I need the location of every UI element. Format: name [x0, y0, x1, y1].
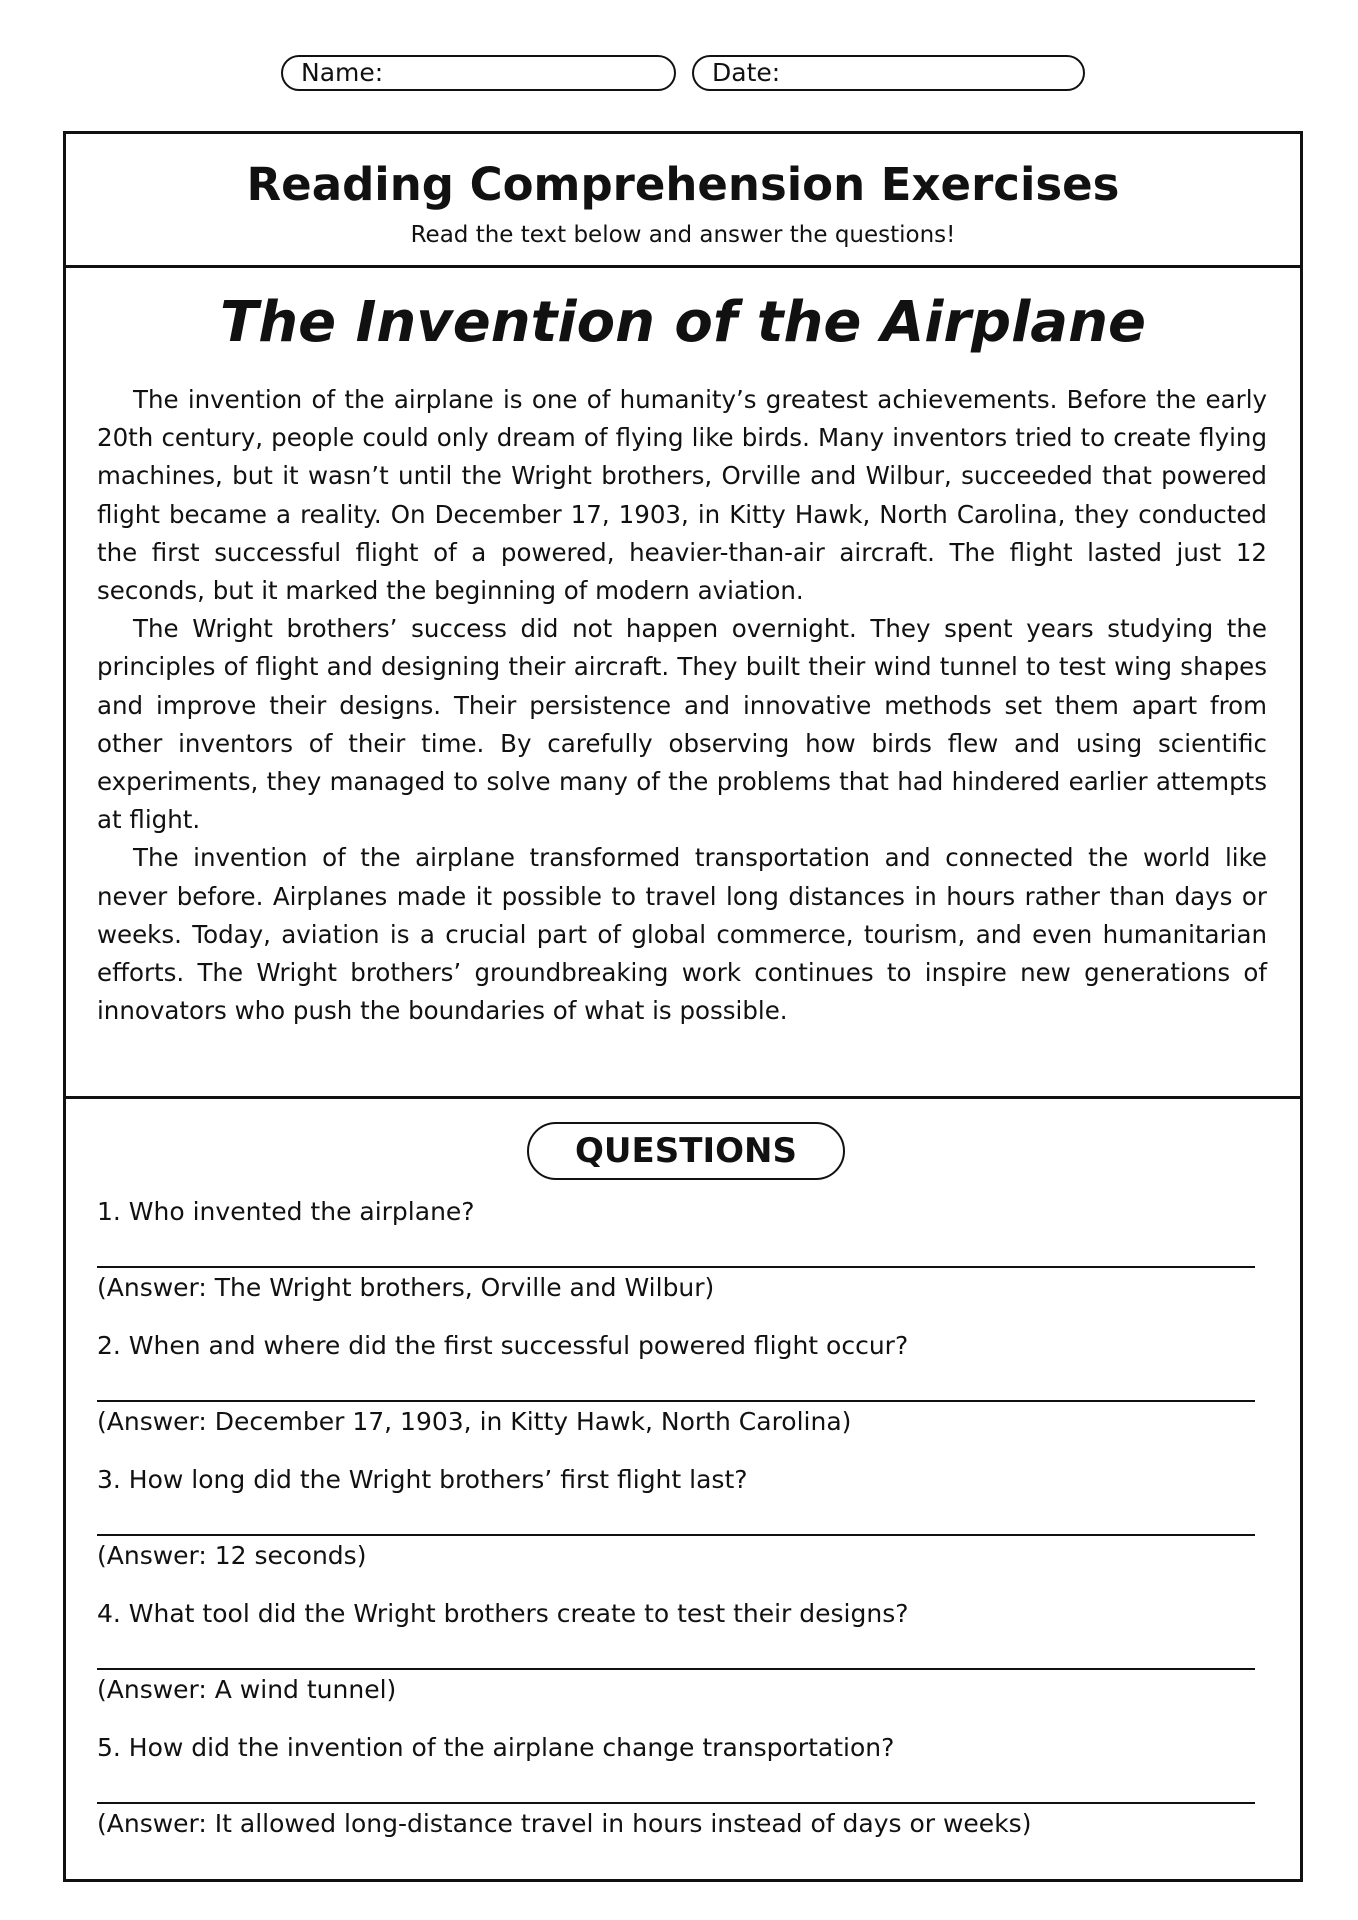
story-title: The Invention of the Airplane [220, 290, 1146, 355]
passage-paragraph: The invention of the airplane is one of humanity’s greatest achievements. Before the early 20th century, people could only dream of flying like birds. Many inventors tried to create flying machines, but it wasn’t until the Wright brothers, Orville and Wilbur, succeeded that powered flight became a reality. On December 17, 1903, in Kitty Hawk, North Carolina, they conducted the first successful flight of a powered, heavier-than-air aircraft. The flight lasted just 12 seconds, but it marked the beginning of modern aviation. [97, 385, 1267, 606]
section-divider [66, 1096, 1300, 1099]
name-label: Name: [301, 58, 384, 87]
worksheet-instruction: Read the text below and answer the questions! [410, 222, 956, 248]
passage-paragraph: The Wright brothers’ success did not happen overnight. They spent years studying the principles of flight and designing their aircraft. They built their wind tunnel to test wing shapes and improve their designs. Their persistence and innovative methods set them apart from other inventors of their time. By carefully observing how birds flew and using scientific experiments, they managed to solve many of the problems that had hindered earlier attempts at flight. [97, 614, 1267, 835]
worksheet-title: Reading Comprehension Exercises [246, 158, 1120, 211]
date-field[interactable] [692, 55, 1085, 91]
answer-line-4[interactable] [97, 1668, 1255, 1670]
reading-passage [97, 381, 1267, 1030]
answer-4: (Answer: A wind tunnel) [97, 1675, 397, 1704]
answer-line-3[interactable] [97, 1534, 1255, 1536]
question-4: 4. What tool did the Wright brothers create to test their designs? [97, 1599, 909, 1628]
answer-line-5[interactable] [97, 1802, 1255, 1804]
question-5: 5. How did the invention of the airplane change transportation? [97, 1733, 895, 1762]
worksheet-frame [63, 131, 1303, 1882]
question-3: 3. How long did the Wright brothers’ first flight last? [97, 1465, 748, 1494]
answer-5: (Answer: It allowed long-distance travel in hours instead of days or weeks) [97, 1809, 1032, 1838]
answer-1: (Answer: The Wright brothers, Orville and Wilbur) [97, 1273, 715, 1302]
answer-line-2[interactable] [97, 1400, 1255, 1402]
answer-2: (Answer: December 17, 1903, in Kitty Hawk, North Carolina) [97, 1407, 852, 1436]
question-2: 2. When and where did the first successful powered flight occur? [97, 1331, 909, 1360]
question-1: 1. Who invented the airplane? [97, 1197, 475, 1226]
questions-heading: QUESTIONS [527, 1122, 845, 1180]
answer-line-1[interactable] [97, 1266, 1255, 1268]
worksheet-header [66, 134, 1300, 268]
date-label: Date: [712, 58, 781, 87]
name-field[interactable] [281, 55, 676, 91]
passage-paragraph: The invention of the airplane transformed transportation and connected the world like never before. Airplanes made it possible to travel long distances in hours rather than days or weeks. Today, aviation is a crucial part of global commerce, tourism, and even humanitarian efforts. The Wright brothers’ groundbreaking work continues to inspire new generations of innovators who push the boundaries of what is possible. [97, 843, 1267, 1026]
answer-3: (Answer: 12 seconds) [97, 1541, 367, 1570]
